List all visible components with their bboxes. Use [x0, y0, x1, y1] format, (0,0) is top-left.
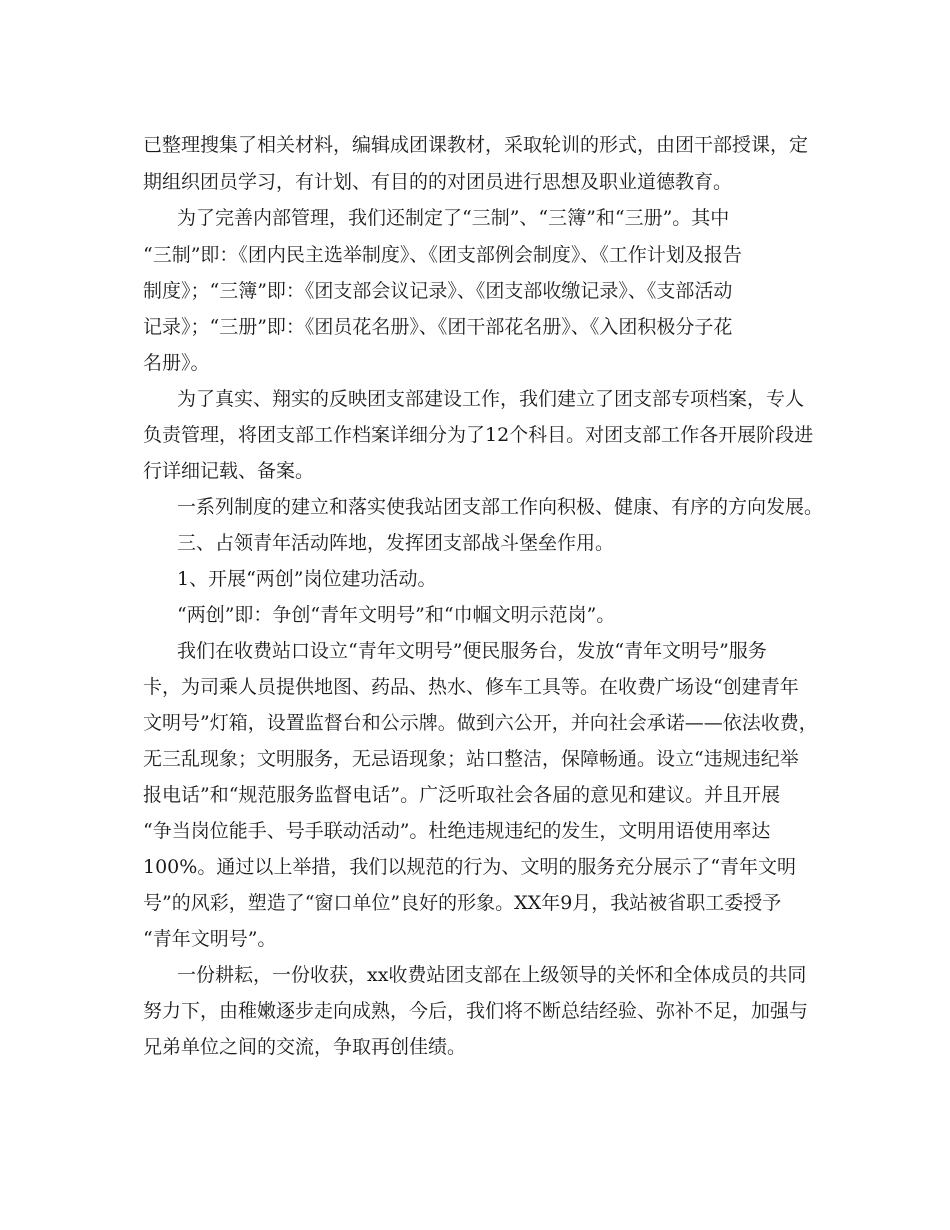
text-line: “三制”即：《团内民主选举制度》、《团支部例会制度》、《工作计划及报告: [143, 244, 742, 266]
paragraph-first-line: 一份耕耘，一份收获，xx收费站团支部在上级领导的关怀和全体成员的共同: [177, 964, 807, 986]
paragraph-first-line: 为了完善内部管理，我们还制定了“三制”、“三簿”和“三册”。其中: [177, 207, 730, 229]
text-line: 文明号”灯箱，设置监督台和公示牌。做到六公开，并向社会承诺——依法收费，: [143, 712, 818, 734]
text-line: 行详细记载、备案。: [143, 460, 315, 482]
text-line: 努力下，由稚嫩逐步走向成熟，今后，我们将不断总结经验、弥补不足，加强与: [143, 1000, 809, 1022]
section-heading: 三、占领青年活动阵地，发挥团支部战斗堡垒作用。: [177, 532, 615, 554]
text-line: 无三乱现象；文明服务，无忌语现象；站口整洁，保障畅通。设立“违规违纪举: [143, 748, 799, 770]
text-line: 名册》。: [143, 352, 210, 374]
text-line: “争当岗位能手、号手联动活动”。杜绝违规违纪的发生，文明用语使用率达: [143, 820, 771, 842]
text-line: 负责管理，将团支部工作档案详细分为了12个科目。对团支部工作各开展阶段进: [143, 424, 814, 446]
text-line: 报电话”和“规范服务监督电话”。广泛听取社会各届的意见和建议。并且开展: [143, 784, 781, 806]
text-line: 记录》；“三册”即：《团员花名册》、《团干部花名册》、《入团积极分子花: [143, 316, 733, 338]
paragraph-first-line: “两创”即：争创“青年文明号”和“巾帼文明示范岗”。: [177, 604, 616, 626]
text-line: 卡，为司乘人员提供地图、药品、热水、修车工具等。在收费广场设“创建青年: [143, 676, 799, 698]
text-line: 制度》；“三簿”即：《团支部会议记录》、《团支部收缴记录》、《支部活动: [143, 280, 733, 302]
text-line: 100%。通过以上举措，我们以规范的行为、文明的服务充分展示了“青年文明: [143, 856, 797, 878]
text-line: 期组织团员学习，有计划、有目的的对团员进行思想及职业道德教育。: [143, 171, 733, 193]
text-line: 号”的风彩，塑造了“窗口单位”良好的形象。XX年9月，我站被省职工委授予: [143, 892, 782, 914]
paragraph-first-line: 为了真实、翔实的反映团支部建设工作，我们建立了团支部专项档案，专人: [177, 388, 805, 410]
paragraph-first-line: 我们在收费站口设立“青年文明号”便民服务台，发放“青年文明号”服务: [177, 640, 767, 662]
text-line: 兄弟单位之间的交流，争取再创佳绩。: [143, 1036, 467, 1058]
paragraph-first-line: 一系列制度的建立和落实使我站团支部工作向积极、健康、有序的方向发展。: [177, 496, 824, 518]
subsection-heading: 1、开展“两创”岗位建功活动。: [177, 568, 437, 590]
text-line: “青年文明号”。: [143, 928, 277, 950]
text-line: 已整理搜集了相关材料，编辑成团课教材，采取轮训的形式，由团干部授课，定: [143, 134, 809, 156]
